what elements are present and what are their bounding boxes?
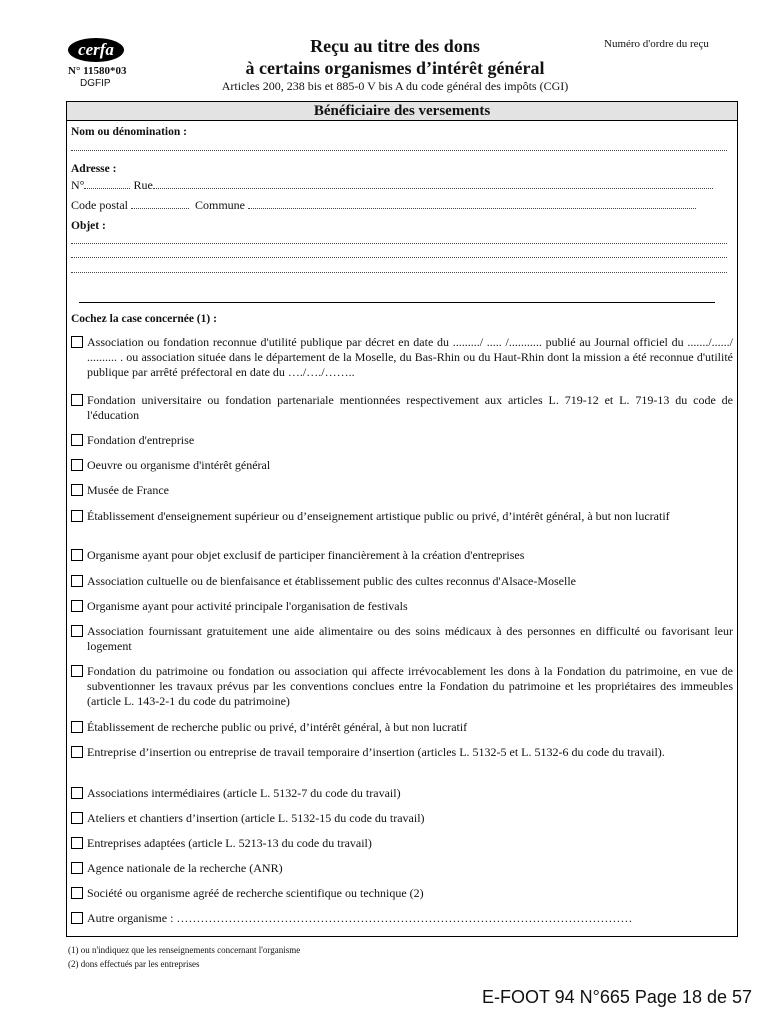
option-label: Entreprises adaptées (article L. 5213-13 du code du travail) xyxy=(87,836,372,850)
option-row xyxy=(71,786,733,801)
option-row xyxy=(71,664,733,709)
checkbox[interactable] xyxy=(71,575,83,587)
option-row xyxy=(71,624,733,654)
street-line xyxy=(71,178,721,193)
option-label: Ateliers et chantiers d’insertion (article L. 5132-15 du code du travail) xyxy=(87,811,425,825)
checkbox[interactable] xyxy=(71,459,83,471)
checkbox[interactable] xyxy=(71,862,83,874)
legal-reference: Articles 200, 238 bis et 885-0 V bis A du code général des impôts (CGI) xyxy=(221,79,569,93)
option-row xyxy=(71,483,733,498)
postal-code-field[interactable] xyxy=(131,199,189,209)
object-label: Objet : xyxy=(71,220,106,232)
option-label: Association cultuelle ou de bienfaisance et établissement public des cultes reconnus d'Alsace-Moselle xyxy=(87,574,577,588)
option-label: Établissement d'enseignement supérieur ou d’enseignement artistique public ou privé, d’intérêt général, à but non lucratif xyxy=(87,509,670,523)
page-footer: E-FOOT 94 N°665 Page 18 de 57 xyxy=(481,987,752,1007)
option-row xyxy=(71,335,733,380)
option-row xyxy=(71,911,733,926)
option-label: Fondation universitaire ou fondation partenariale mentionnées respectivement aux articles L. 719-12 et L. 719-13 du code de l'éducation xyxy=(87,393,733,422)
option-row xyxy=(71,433,733,448)
option-row xyxy=(71,836,733,851)
postal-code-label: Code postal xyxy=(71,198,128,212)
agency-label: DGFIP xyxy=(80,78,111,89)
option-row xyxy=(71,811,733,826)
divider xyxy=(79,302,715,303)
option-label: Association ou fondation reconnue d'utilité publique par décret en date du ........./ ..... /........... publié au Journal officiel du ......./....../ .......... . ou association située dans le département de la Moselle, du Bas-Rhin ou du Haut-Rhin dont la mission a été reconnue d'utilité publique par arrêté préfectoral en date du …./…./…….. xyxy=(87,335,733,379)
checkbox[interactable] xyxy=(71,600,83,612)
checkbox[interactable] xyxy=(71,812,83,824)
option-label: Oeuvre ou organisme d'intérêt général xyxy=(87,458,271,472)
checkbox[interactable] xyxy=(71,394,83,406)
option-label: Agence nationale de la recherche (ANR) xyxy=(87,861,283,875)
option-row xyxy=(71,720,733,735)
page-title: Reçu au titre des dons xyxy=(310,36,480,56)
checkbox[interactable] xyxy=(71,887,83,899)
form-number: N° 11580*03 xyxy=(68,65,127,77)
option-label: Associations intermédiaires (article L. 5132-7 du code du travail) xyxy=(87,786,401,800)
street-number-field[interactable] xyxy=(84,179,130,189)
receipt-number-label: Numéro d'ordre du reçu xyxy=(604,38,709,50)
object-field-3[interactable] xyxy=(71,272,727,273)
option-label: Société ou organisme agréé de recherche scientifique ou technique (2) xyxy=(87,886,424,900)
street-label: Rue xyxy=(133,178,153,192)
option-label: Organisme ayant pour objet exclusif de participer financièrement à la création d'entreprises xyxy=(87,548,525,562)
commune-label: Commune xyxy=(195,198,245,212)
postal-line xyxy=(71,198,721,213)
option-row xyxy=(71,886,733,901)
checkbox[interactable] xyxy=(71,721,83,733)
name-label: Nom ou dénomination : xyxy=(71,126,187,138)
checkbox[interactable] xyxy=(71,434,83,446)
check-instruction: Cochez la case concernée (1) : xyxy=(71,313,217,325)
checkbox[interactable] xyxy=(71,625,83,637)
footnote-1: (1) ou n'indiquez que les renseignements concernant l'organisme xyxy=(68,945,301,955)
street-field[interactable] xyxy=(153,179,713,189)
checkbox[interactable] xyxy=(71,912,83,924)
street-number-label: N° xyxy=(71,178,85,192)
option-row xyxy=(71,861,733,876)
checkbox[interactable] xyxy=(71,336,83,348)
footnote-2: (2) dons effectués par les entreprises xyxy=(68,959,200,969)
commune-field[interactable] xyxy=(248,199,696,209)
option-label: Établissement de recherche public ou privé, d’intérêt général, à but non lucratif xyxy=(87,720,468,734)
option-row xyxy=(71,393,733,423)
beneficiary-section xyxy=(66,101,738,937)
option-row xyxy=(71,509,733,524)
option-row xyxy=(71,548,733,563)
object-field-2[interactable] xyxy=(71,257,727,258)
option-row xyxy=(71,458,733,473)
name-field[interactable] xyxy=(71,150,727,151)
checkbox[interactable] xyxy=(71,837,83,849)
option-label: Musée de France xyxy=(87,483,169,497)
option-row xyxy=(71,745,733,760)
checkbox[interactable] xyxy=(71,484,83,496)
object-field-1[interactable] xyxy=(71,243,727,244)
checkbox[interactable] xyxy=(71,787,83,799)
option-label: Autre organisme : …………………………………………………………………………………………………… xyxy=(87,911,633,925)
option-label: Fondation d'entreprise xyxy=(87,433,195,447)
checkbox[interactable] xyxy=(71,665,83,677)
checkbox[interactable] xyxy=(71,510,83,522)
option-label: Entreprise d’insertion ou entreprise de travail temporaire d’insertion (articles L. 5132-5 et L. 5132-6 du code du travail). xyxy=(87,745,665,759)
cerfa-logo: cerfa xyxy=(68,38,124,62)
option-row xyxy=(71,599,733,614)
address-label: Adresse : xyxy=(71,163,117,175)
option-label: Organisme ayant pour activité principale l'organisation de festivals xyxy=(87,599,408,613)
checkbox[interactable] xyxy=(71,549,83,561)
option-label: Fondation du patrimoine ou fondation ou association qui affecte irrévocablement les dons à la Fondation du patrimoine, en vue de subventionner les travaux prévus par les conventions conclues entre la Fondation du patrimoine et les propriétaires des immeubles (article L. 143-2-1 du code du patrimoine) xyxy=(87,664,733,708)
option-row xyxy=(71,574,733,589)
section-title: Bénéficiaire des versements xyxy=(67,102,737,121)
option-label: Association fournissant gratuitement une aide alimentaire ou des soins médicaux à des personnes en difficulté ou favorisant leur logement xyxy=(87,624,733,653)
page-title-line2: à certains organismes d’intérêt général xyxy=(245,58,545,78)
checkbox[interactable] xyxy=(71,746,83,758)
